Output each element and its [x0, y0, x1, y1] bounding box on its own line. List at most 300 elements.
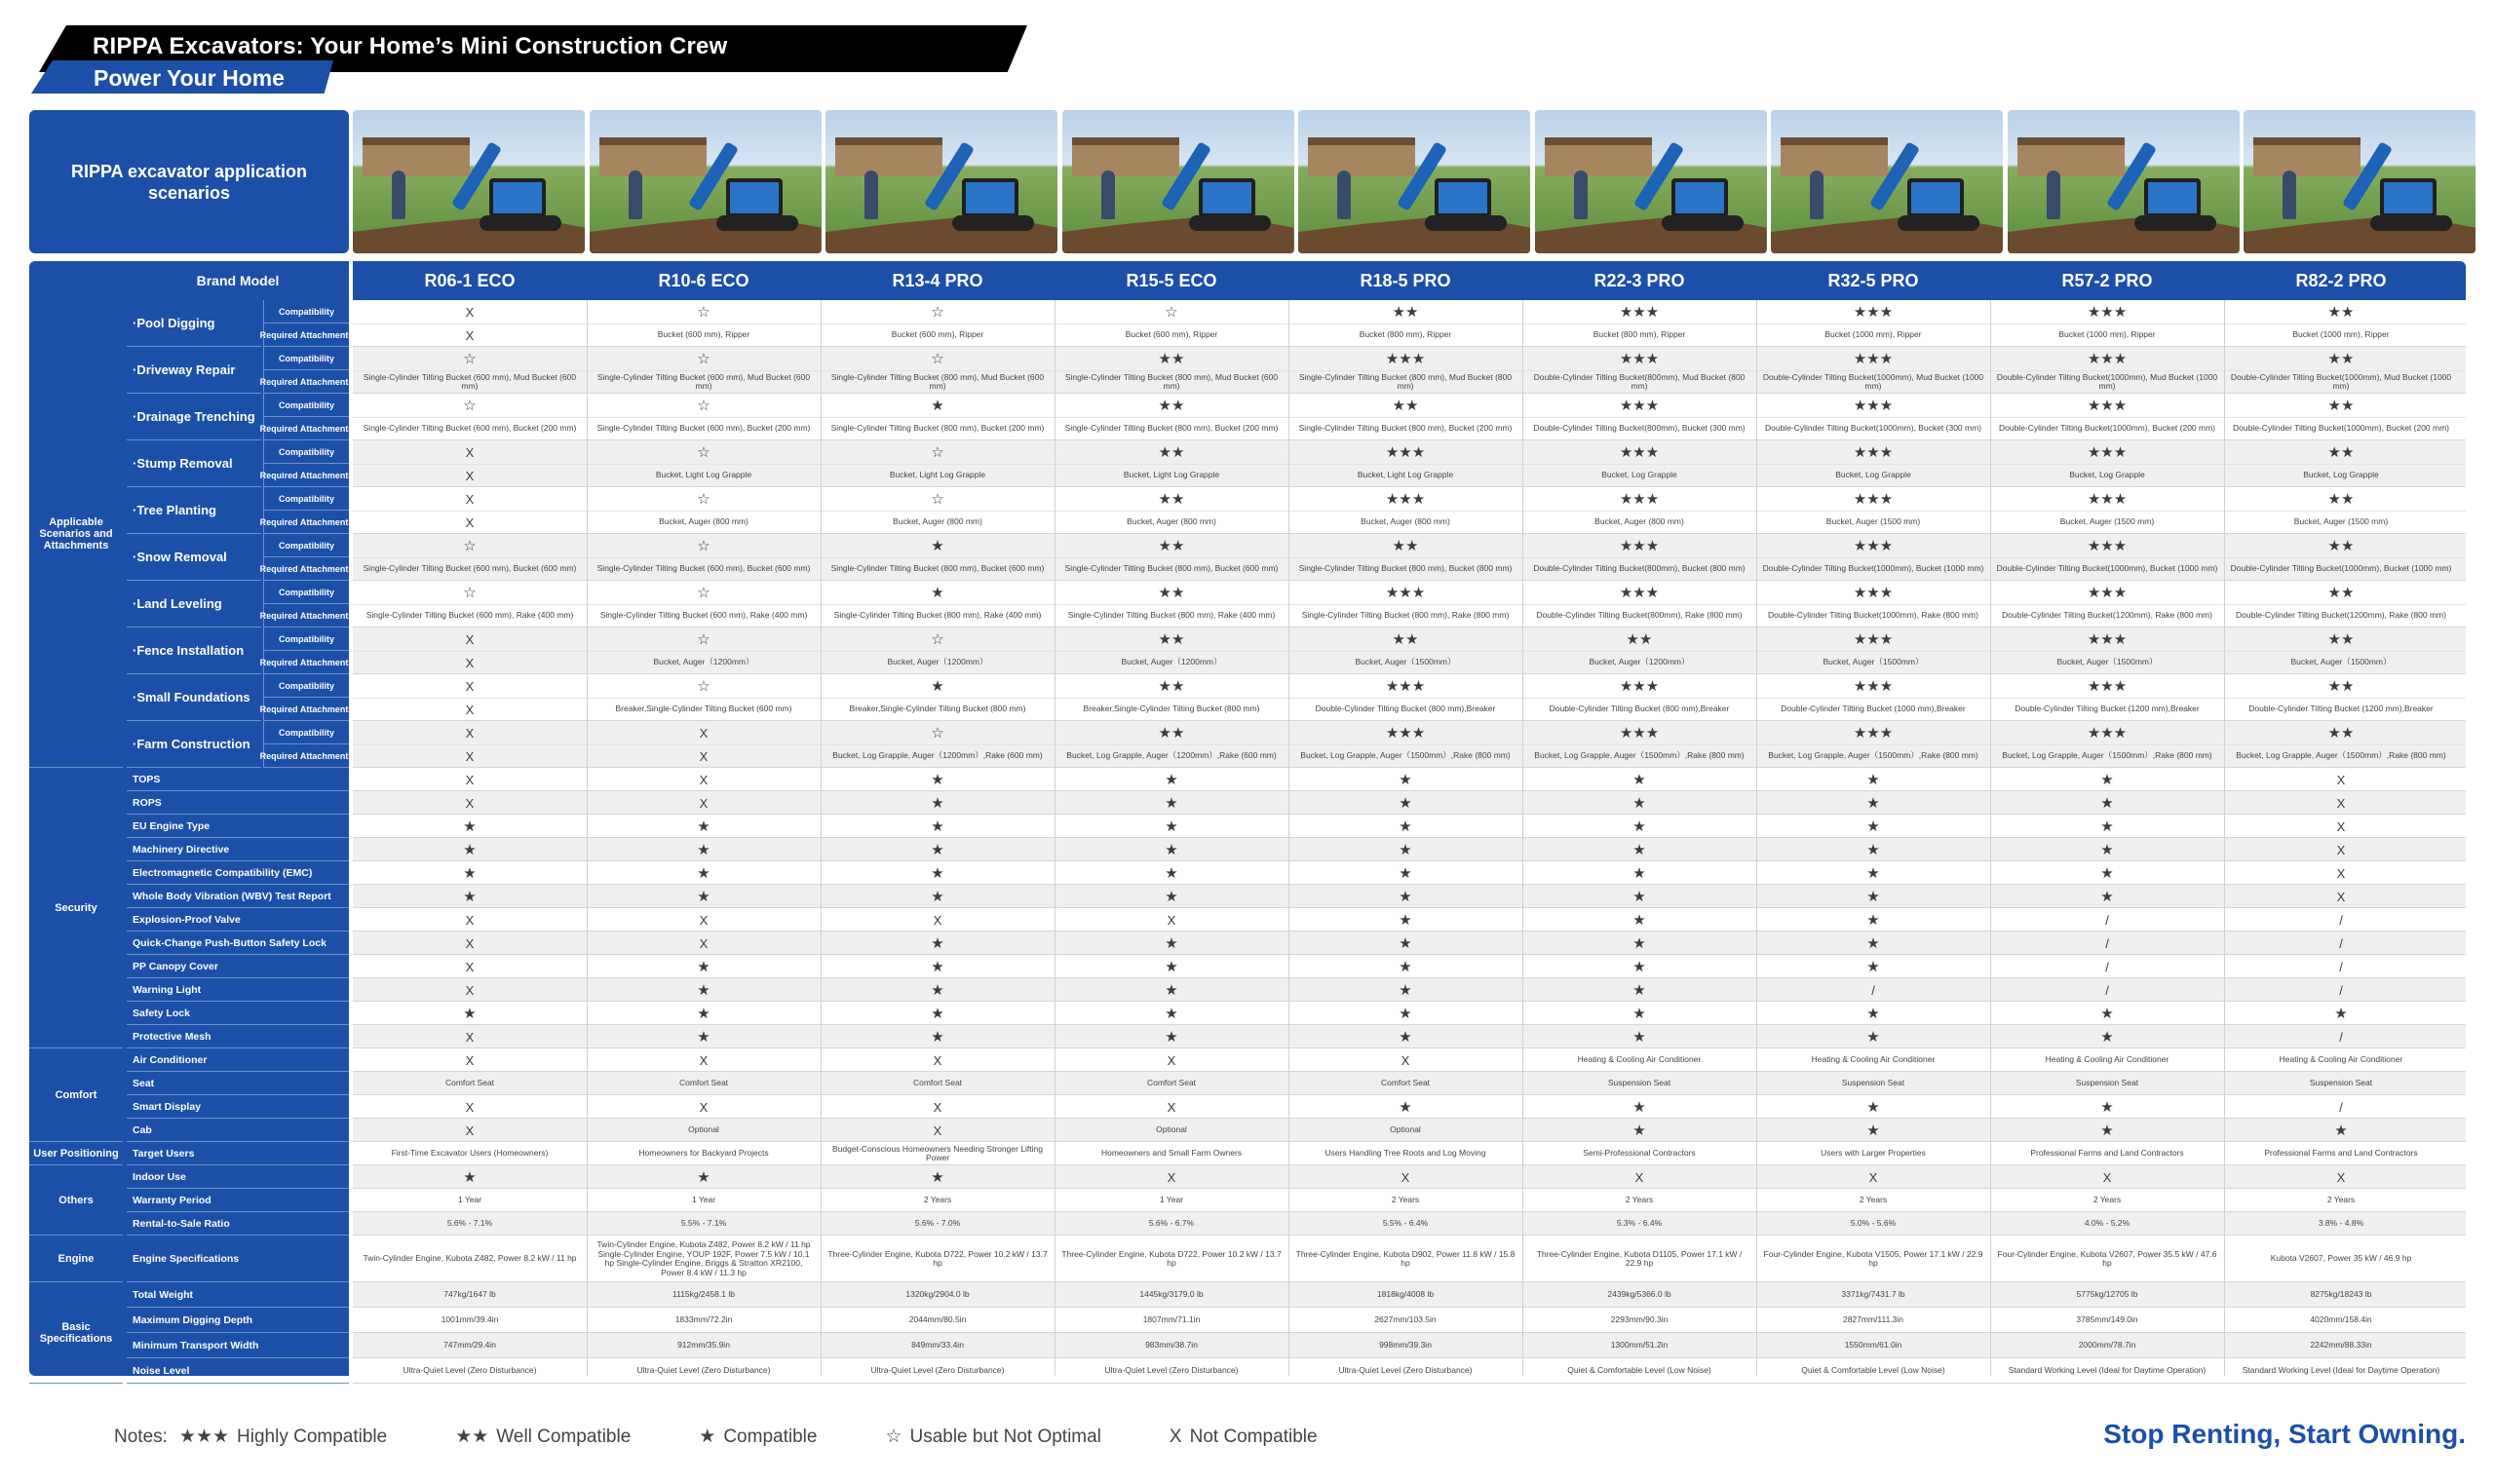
table-cell: Double-Cylinder Tilting Bucket(1000mm), Bucket (1000 mm) — [1762, 563, 1984, 574]
table-cell: Double-Cylinder Tilting Bucket (1200 mm),Breaker — [2015, 704, 2200, 714]
table-cell: ★ — [1866, 1122, 1880, 1139]
table-cell: Suspension Seat — [1841, 1078, 1905, 1088]
table-cell: ☆ — [931, 303, 944, 321]
table-cell: X — [2336, 842, 2346, 857]
table-cell: X — [1401, 1052, 1410, 1068]
table-cell: ★★★ — [1619, 584, 1660, 601]
row-label: Engine Specifications — [127, 1236, 349, 1282]
column-divider — [1756, 300, 1757, 1376]
table-cell: 2827mm/111.3in — [1842, 1314, 1904, 1325]
table-cell: Bucket, Log Grapple, Auger（1500mm）,Rake (800 mm) — [2002, 750, 2212, 761]
photo-cab — [962, 178, 1018, 217]
table-cell: X — [2336, 889, 2346, 904]
table-cell: ★ — [1165, 841, 1178, 858]
table-cell: ★ — [1866, 794, 1880, 812]
photo-track — [716, 215, 798, 231]
table-cell: ★ — [931, 584, 944, 601]
table-cell: ★ — [2100, 1005, 2114, 1022]
table-cell: ★★★ — [1853, 537, 1894, 554]
page-subtitle: Power Your Home — [94, 65, 285, 91]
table-cell: Single-Cylinder Tilting Bucket (800 mm), Bucket (200 mm) — [830, 423, 1045, 434]
model-header: R32-5 PRO — [1827, 270, 1919, 290]
table-cell: ★ — [1399, 934, 1412, 952]
table-cell: X — [465, 468, 475, 483]
row-label: TOPS — [127, 768, 349, 791]
table-cell: 5775kg/12705 lb — [2076, 1289, 2138, 1300]
row-label: Rental-to-Sale Ratio — [127, 1212, 349, 1236]
table-cell: Bucket, Auger (800 mm) — [1594, 516, 1684, 527]
row-label: Seat — [127, 1072, 349, 1095]
table-cell: X — [699, 725, 709, 741]
table-cell: Suspension Seat — [2075, 1078, 2139, 1088]
model-header: R13-4 PRO — [892, 270, 983, 290]
table-cell: X — [699, 795, 709, 811]
table-cell: ★ — [463, 888, 477, 905]
table-cell: ★★★ — [2087, 490, 2128, 508]
table-cell: ★ — [2100, 888, 2114, 905]
legend-symbol: ★ — [699, 1427, 716, 1447]
table-cell: ★★★ — [2087, 677, 2128, 695]
table-cell: ★★ — [2327, 303, 2355, 321]
table-cell: Quiet & Comfortable Level (Low Noise) — [1801, 1365, 1945, 1376]
table-cell: / — [2105, 982, 2109, 998]
table-cell: X — [699, 935, 709, 951]
model-header: R10-6 ECO — [658, 270, 749, 290]
photo-house — [2253, 137, 2361, 176]
legend-text: Usable but Not Optimal — [909, 1426, 1101, 1447]
table-cell: Twin-Cylinder Engine, Kubota Z482, Power 8.2 kW / 11 hp Single-Cylinder Engine, YOUP 192F, Power 7.5 kW / 10.1 hp Single-Cylinder Engine, Briggs & Stratton XR2100, Power 8.4 kW / 11.3 hp — [596, 1239, 811, 1277]
photo-person — [1337, 171, 1351, 219]
slogan: Stop Renting, Start Owning. — [2103, 1419, 2466, 1449]
table-cell: Heating & Cooling Air Conditioner — [1577, 1054, 1702, 1065]
table-cell: ★ — [931, 677, 944, 695]
category-label: Engine — [29, 1236, 123, 1282]
table-cell: X — [1167, 1052, 1176, 1068]
table-cell: Bucket (600 mm), Ripper — [891, 329, 984, 340]
table-cell: ★ — [463, 818, 477, 835]
table-cell: 3371kg/7431.7 lb — [1841, 1289, 1905, 1300]
attachments-label: Required Attachments — [263, 464, 349, 487]
table-cell: ☆ — [463, 397, 477, 414]
table-cell: X — [1401, 1169, 1410, 1185]
legend-text: Highly Compatible — [237, 1426, 388, 1447]
table-cell: 983mm/38.7in — [1145, 1340, 1198, 1351]
table-cell: Optional — [1156, 1124, 1187, 1135]
table-cell: ★★★ — [2087, 537, 2128, 554]
table-cell: ★ — [1165, 958, 1178, 975]
compatibility-label: Compatibility — [263, 581, 349, 604]
table-cell: ★★ — [1158, 490, 1185, 508]
scenario-photo — [1535, 110, 1767, 253]
table-cell: Double-Cylinder Tilting Bucket(1000mm), Mud Bucket (1000 mm) — [2230, 371, 2452, 391]
table-cell: ★ — [1866, 864, 1880, 882]
row-label: Machinery Directive — [127, 838, 349, 861]
compatibility-label: Compatibility — [263, 534, 349, 557]
table-cell: X — [699, 912, 709, 928]
scenario-photo — [825, 110, 1057, 253]
scenario-name: ·Tree Planting — [127, 487, 261, 534]
table-cell: ★★ — [1158, 630, 1185, 648]
table-cell: 1 Year — [691, 1195, 716, 1205]
table-cell: ★ — [2100, 1028, 2114, 1046]
table-cell: 2293mm/90.3in — [1610, 1314, 1669, 1325]
scenario-name: ·Stump Removal — [127, 440, 261, 487]
table-cell: ★★★ — [1619, 397, 1660, 414]
row-label: Whole Body Vibration (WBV) Test Report — [127, 885, 349, 908]
legend-symbol: ★★★ — [178, 1427, 230, 1447]
table-cell: ☆ — [697, 490, 710, 508]
table-cell: Homeowners and Small Farm Owners — [1100, 1148, 1243, 1159]
model-header: R06-1 ECO — [424, 270, 516, 290]
table-cell: Bucket (1000 mm), Ripper — [2058, 329, 2156, 340]
compatibility-label: Compatibility — [263, 487, 349, 511]
table-cell: Bucket (1000 mm), Ripper — [2292, 329, 2390, 340]
table-cell: Comfort Seat — [444, 1078, 495, 1088]
table-cell: Single-Cylinder Tilting Bucket (600 mm), Rake (400 mm) — [599, 610, 808, 621]
table-cell: Three-Cylinder Engine, Kubota D902, Power 11.8 kW / 15.8 hp — [1295, 1248, 1516, 1268]
legend-text: Well Compatible — [496, 1426, 632, 1447]
table-cell: ★ — [1399, 888, 1412, 905]
table-cell: X — [465, 678, 475, 694]
row-label: Minimum Transport Width — [127, 1333, 349, 1358]
table-cell: X — [465, 702, 475, 717]
table-cell: Bucket, Log Grapple, Auger（1500mm）,Rake (800 mm) — [1768, 750, 1978, 761]
row-label: Maximum Digging Depth — [127, 1308, 349, 1333]
table-cell: ★ — [2334, 1005, 2348, 1022]
comparison-table — [29, 261, 2466, 1376]
table-cell: Quiet & Comfortable Level (Low Noise) — [1567, 1365, 1711, 1376]
table-cell: Heating & Cooling Air Conditioner — [2279, 1054, 2403, 1065]
table-cell: ★★ — [2327, 724, 2355, 742]
table-cell: X — [2102, 1169, 2112, 1185]
table-cell: ★ — [1165, 864, 1178, 882]
table-cell: / — [2339, 959, 2343, 974]
row-label: Target Users — [127, 1142, 349, 1165]
table-cell: 2 Years — [1859, 1195, 1888, 1205]
table-cell: 1833mm/72.2in — [674, 1314, 733, 1325]
table-cell: 1807mm/71.1in — [1142, 1314, 1201, 1325]
table-cell: ★★ — [2327, 397, 2355, 414]
table-cell: X — [465, 772, 475, 787]
table-cell: ★★ — [1158, 724, 1185, 742]
table-cell: Four-Cylinder Engine, Kubota V1505, Power 17.1 kW / 22.9 hp — [1763, 1248, 1983, 1268]
category-label: User Positioning — [29, 1142, 123, 1165]
table-cell: ★ — [463, 1168, 477, 1186]
table-cell: ★ — [931, 981, 944, 999]
row-label: Cab — [127, 1119, 349, 1142]
model-header: R57-2 PRO — [2061, 270, 2153, 290]
table-cell: ★ — [931, 794, 944, 812]
table-cell: ★ — [931, 771, 944, 788]
legend-item — [455, 1426, 631, 1448]
attachments-label: Required Attachments — [263, 651, 349, 674]
table-cell: Comfort Seat — [1146, 1078, 1197, 1088]
table-cell: 2439kg/5366.0 lb — [1607, 1289, 1671, 1300]
table-cell: X — [1167, 1099, 1176, 1115]
table-cell: Four-Cylinder Engine, Kubota V2607, Power 35.5 kW / 47.6 hp — [1997, 1248, 2217, 1268]
table-cell: Double-Cylinder Tilting Bucket(1000mm), Bucket (200 mm) — [1998, 423, 2216, 434]
row-label: EU Engine Type — [127, 815, 349, 838]
photo-cab — [1907, 178, 1964, 217]
table-cell: ★ — [1866, 771, 1880, 788]
photo-house — [835, 137, 942, 176]
table-cell: Breaker,Single-Cylinder Tilting Bucket (600 mm) — [615, 704, 792, 714]
model-header: R18-5 PRO — [1360, 270, 1451, 290]
table-cell: 3785mm/149.0in — [2076, 1314, 2138, 1325]
table-cell: Bucket (600 mm), Ripper — [657, 329, 750, 340]
table-cell: ☆ — [931, 724, 944, 742]
table-cell: ★ — [1632, 818, 1646, 835]
table-cell: Bucket, Log Grapple — [1601, 470, 1677, 480]
table-cell: ★ — [2100, 1122, 2114, 1139]
table-cell: Optional — [1390, 1124, 1421, 1135]
table-cell: Bucket, Auger（1500mm） — [2056, 657, 2158, 667]
table-cell: Ultra-Quiet Level (Zero Disturbance) — [1338, 1365, 1473, 1376]
table-cell: Bucket, Auger（1500mm） — [1823, 657, 1924, 667]
table-cell: 849mm/33.4in — [911, 1340, 964, 1351]
table-cell: 2044mm/80.5in — [908, 1314, 967, 1325]
scenario-name: ·Pool Digging — [127, 300, 261, 347]
table-cell: 747kg/1647 lb — [443, 1289, 496, 1300]
table-cell: Single-Cylinder Tilting Bucket (800 mm), Mud Bucket (800 mm) — [1298, 371, 1513, 391]
scenario-name: ·Snow Removal — [127, 534, 261, 581]
table-cell: ★★★ — [1385, 443, 1426, 461]
brand-model-label: Brand Model — [196, 273, 280, 288]
table-cell: ★ — [1165, 794, 1178, 812]
table-cell: ★ — [931, 1028, 944, 1046]
attachments-label: Required Attachments — [263, 604, 349, 628]
table-cell: ★ — [1632, 1122, 1646, 1139]
column-divider — [1288, 300, 1289, 1376]
table-cell: Bucket, Auger (800 mm) — [1127, 516, 1216, 527]
table-cell: ★★ — [1392, 397, 1419, 414]
table-cell: ★★ — [1392, 303, 1419, 321]
category-label: Others — [29, 1165, 123, 1236]
table-cell: ★ — [697, 841, 710, 858]
photo-track — [2134, 215, 2216, 231]
table-cell: Three-Cylinder Engine, Kubota D1105, Power 17.1 kW / 22.9 hp — [1536, 1248, 1743, 1268]
table-cell: Bucket, Light Log Grapple — [1357, 470, 1454, 480]
photo-house — [599, 137, 707, 176]
table-cell: Kubota V2607, Power 35 kW / 46.9 hp — [2270, 1253, 2412, 1264]
table-cell: ★ — [1165, 888, 1178, 905]
table-cell: ☆ — [931, 350, 944, 367]
table-cell: Ultra-Quiet Level (Zero Disturbance) — [636, 1365, 771, 1376]
photo-cab — [489, 178, 546, 217]
table-cell: ☆ — [697, 537, 710, 554]
table-cell: X — [933, 1123, 942, 1138]
row-label: Quick-Change Push-Button Safety Lock — [127, 932, 349, 955]
table-cell: Bucket, Auger (1500 mm) — [2293, 516, 2389, 527]
table-cell: ★ — [1866, 1005, 1880, 1022]
table-cell: ★ — [1399, 911, 1412, 929]
table-cell: 5.3% - 6.4% — [1616, 1218, 1663, 1229]
table-cell: ★★ — [1158, 397, 1185, 414]
table-cell: ★★ — [2327, 630, 2355, 648]
table-cell: Single-Cylinder Tilting Bucket (600 mm), Mud Bucket (600 mm) — [596, 371, 811, 391]
table-cell: Standard Working Level (Ideal for Daytime Operation) — [2242, 1365, 2440, 1376]
table-cell: ☆ — [931, 490, 944, 508]
table-cell: ★ — [1866, 841, 1880, 858]
table-cell: X — [2336, 1169, 2346, 1185]
table-cell: ★ — [1632, 911, 1646, 929]
table-cell: Single-Cylinder Tilting Bucket (600 mm), Bucket (200 mm) — [596, 423, 811, 434]
table-cell: Double-Cylinder Tilting Bucket(1200mm), Rake (800 mm) — [2236, 610, 2446, 621]
table-cell: ★★★ — [2087, 303, 2128, 321]
table-cell: X — [933, 1099, 942, 1115]
column-divider — [2224, 300, 2225, 1376]
row-label: PP Canopy Cover — [127, 955, 349, 978]
table-cell: ★ — [931, 958, 944, 975]
table-cell: ★ — [1165, 981, 1178, 999]
row-label: Total Weight — [127, 1282, 349, 1308]
photo-house — [1781, 137, 1888, 176]
table-cell: ★ — [1632, 1098, 1646, 1116]
table-cell: X — [465, 1123, 475, 1138]
table-cell: / — [1871, 982, 1875, 998]
table-cell: Bucket (600 mm), Ripper — [1125, 329, 1218, 340]
table-cell: ★ — [2100, 841, 2114, 858]
table-cell: ★★★ — [1619, 303, 1660, 321]
table-cell: Ultra-Quiet Level (Zero Disturbance) — [1104, 1365, 1239, 1376]
table-cell: X — [465, 1099, 475, 1115]
table-cell: ★ — [697, 1028, 710, 1046]
table-cell: X — [699, 1052, 709, 1068]
table-cell: ★★★ — [1619, 443, 1660, 461]
table-cell: Single-Cylinder Tilting Bucket (800 mm), Bucket (200 mm) — [1298, 423, 1513, 434]
table-cell: ★ — [1866, 818, 1880, 835]
table-cell: Suspension Seat — [2309, 1078, 2373, 1088]
table-cell: ★★ — [2327, 350, 2355, 367]
photo-track — [2370, 215, 2452, 231]
table-cell: Heating & Cooling Air Conditioner — [2045, 1054, 2169, 1065]
table-cell: ★★★ — [1385, 724, 1426, 742]
scenario-photo — [1771, 110, 2003, 253]
attachments-label: Required Attachments — [263, 511, 349, 534]
table-cell: ★ — [1399, 1005, 1412, 1022]
table-cell: Bucket, Auger（1500mm） — [2290, 657, 2392, 667]
table-cell: ★ — [1399, 841, 1412, 858]
table-cell: Single-Cylinder Tilting Bucket (800 mm), Rake (400 mm) — [1067, 610, 1276, 621]
table-cell: ★ — [463, 841, 477, 858]
table-cell: ★★★ — [1853, 677, 1894, 695]
table-cell: Single-Cylinder Tilting Bucket (600 mm), Rake (400 mm) — [365, 610, 574, 621]
photo-house — [2017, 137, 2125, 176]
table-cell: Single-Cylinder Tilting Bucket (800 mm), Mud Bucket (600 mm) — [830, 371, 1045, 391]
table-cell: ★ — [1399, 818, 1412, 835]
table-cell: / — [2105, 912, 2109, 928]
scenario-photo — [353, 110, 585, 253]
table-cell: 4020mm/158.4in — [2310, 1314, 2372, 1325]
table-cell: ★★★ — [1619, 350, 1660, 367]
table-cell: Double-Cylinder Tilting Bucket(1000mm), Bucket (1000 mm) — [1996, 563, 2218, 574]
table-cell: 1550mm/61.0in — [1844, 1340, 1902, 1351]
table-cell: X — [1167, 912, 1176, 928]
table-cell: ★★★ — [1619, 490, 1660, 508]
table-cell: Users Handling Tree Roots and Log Moving — [1324, 1148, 1486, 1159]
table-cell: Single-Cylinder Tilting Bucket (800 mm), Rake (400 mm) — [833, 610, 1042, 621]
table-cell: X — [465, 1052, 475, 1068]
row-label: Noise Level — [127, 1358, 349, 1384]
table-cell: ★ — [2100, 771, 2114, 788]
table-cell: ☆ — [697, 677, 710, 695]
compatibility-label: Compatibility — [263, 628, 349, 651]
table-cell: ★★★ — [1853, 724, 1894, 742]
table-cell: Budget-Conscious Homeowners Needing Stronger Lifting Power — [832, 1143, 1043, 1162]
attachments-label: Required Attachments — [263, 557, 349, 581]
table-cell: / — [2339, 1099, 2343, 1115]
table-cell: X — [2336, 818, 2346, 834]
legend-symbol: ☆ — [885, 1427, 902, 1447]
table-cell: X — [465, 959, 475, 974]
legend-item — [885, 1426, 1100, 1448]
table-cell: ★★★ — [1385, 584, 1426, 601]
table-cell: 1320kg/2904.0 lb — [905, 1289, 970, 1300]
table-cell: ★★★ — [1619, 677, 1660, 695]
table-cell: 2 Years — [1391, 1195, 1420, 1205]
table-cell: 2242mm/88.33in — [2310, 1340, 2372, 1351]
photo-person — [2283, 171, 2296, 219]
table-cell: ☆ — [697, 303, 710, 321]
table-cell: ★ — [931, 841, 944, 858]
table-cell: ☆ — [1165, 303, 1178, 321]
photo-cab — [726, 178, 783, 217]
table-cell: 1001mm/39.4in — [441, 1314, 499, 1325]
table-cell: 2 Years — [1625, 1195, 1654, 1205]
table-cell: Suspension Seat — [1607, 1078, 1671, 1088]
table-cell: ★ — [1399, 958, 1412, 975]
table-cell: Bucket, Auger (1500 mm) — [2059, 516, 2155, 527]
table-cell: ★★ — [1158, 584, 1185, 601]
table-cell: ☆ — [697, 630, 710, 648]
table-cell: Bucket, Auger（1200mm） — [1121, 657, 1222, 667]
table-cell: X — [1167, 1169, 1176, 1185]
table-cell: ★ — [1399, 1098, 1412, 1116]
table-cell: ★ — [463, 1005, 477, 1022]
table-cell: ★ — [463, 864, 477, 882]
table-cell: X — [699, 1099, 709, 1115]
row-label: ROPS — [127, 791, 349, 815]
table-cell: ★★ — [2327, 443, 2355, 461]
table-cell: 998mm/39.3in — [1379, 1340, 1432, 1351]
table-cell: ☆ — [463, 584, 477, 601]
photo-track — [1189, 215, 1271, 231]
row-label: Indoor Use — [127, 1165, 349, 1189]
table-cell: ★ — [697, 864, 710, 882]
table-cell: Ultra-Quiet Level (Zero Disturbance) — [870, 1365, 1005, 1376]
photo-cab — [1199, 178, 1255, 217]
table-cell: ★ — [1399, 794, 1412, 812]
photo-cab — [2380, 178, 2437, 217]
table-cell: X — [465, 1029, 475, 1045]
compatibility-label: Compatibility — [263, 440, 349, 464]
table-cell: Homeowners for Backyard Projects — [638, 1148, 769, 1159]
table-cell: Bucket, Auger（1500mm） — [1355, 657, 1456, 667]
table-cell: Single-Cylinder Tilting Bucket (800 mm), Bucket (800 mm) — [1298, 563, 1513, 574]
table-cell: Bucket, Log Grapple — [2069, 470, 2145, 480]
legend-text: Not Compatible — [1189, 1426, 1318, 1447]
table-cell: X — [465, 912, 475, 928]
photo-track — [1425, 215, 1507, 231]
table-cell: ★★★ — [1853, 584, 1894, 601]
table-cell: ★ — [931, 864, 944, 882]
table-cell: X — [2336, 795, 2346, 811]
photo-person — [1810, 171, 1823, 219]
table-cell: Bucket, Auger (800 mm) — [893, 516, 982, 527]
table-cell: ★ — [2100, 794, 2114, 812]
table-cell: ★ — [2100, 864, 2114, 882]
table-cell: X — [1868, 1169, 1878, 1185]
